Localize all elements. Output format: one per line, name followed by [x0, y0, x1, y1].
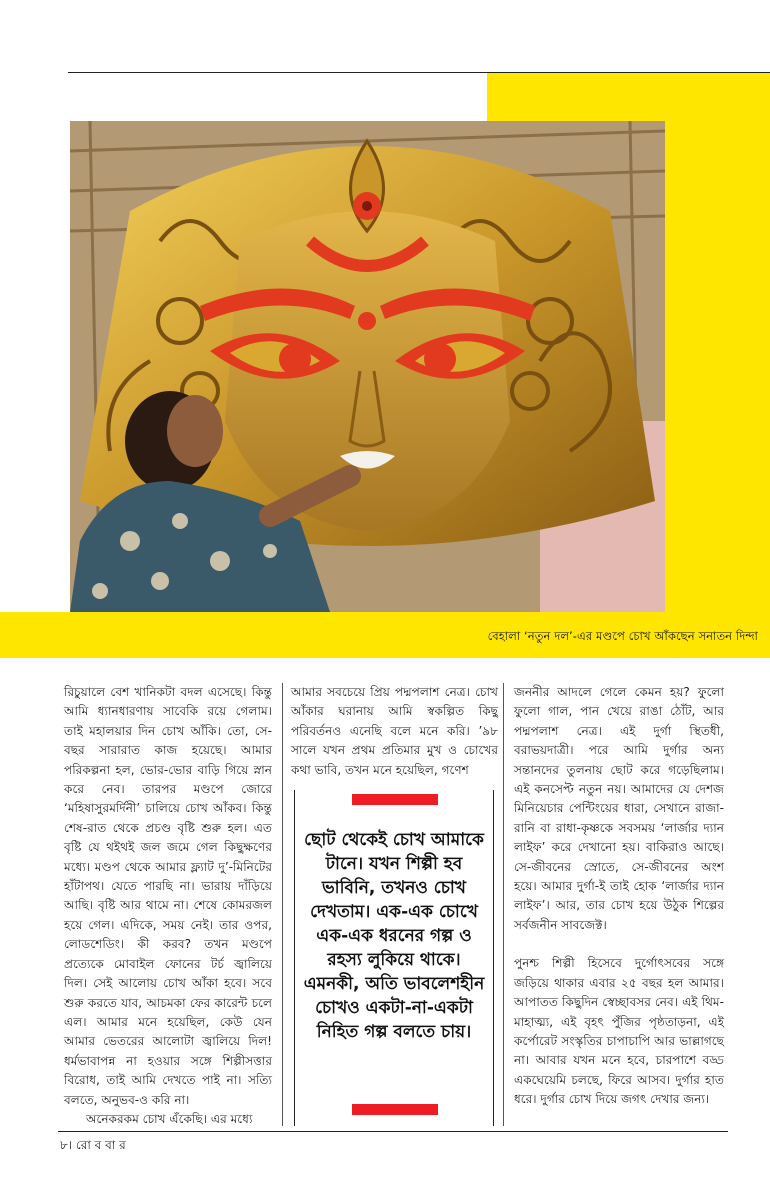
- article-paragraph: পুনশ্চ শিল্পী হিসেবে দুর্গোৎসবের সঙ্গে জড়িয়ে থাকার এবার ২৫ বছর হল আমার। আপাতত কিছুদিন স্বেচ্ছাবসর নেব। এই থিম-মাহাত্ম্য, এই বৃহৎ পুঁজির পৃষ্ঠতাড়না, এই কর্পোরেট সংস্কৃতির চাপাচাপি আর ভাল্লাগছে না। আবার যখন মনে হবে, চারপাশে বড্ড একঘেয়েমি চলছে, ফিরে আসব। দুর্গার হাত ধরে। দুর্গার চোখ দিয়ে জগৎ দেখার জন্য।: [514, 956, 724, 1107]
- yellow-accent-side: [665, 73, 770, 658]
- pull-quote-text: ছোট থেকেই চোখ আমাকে টানে। যখন শিল্পী হব ভাবিনি, তখনও চোখ দেখতাম। এক-এক চোখে এক-এক ধরনের গল্প ও রহস্য লুকিয়ে থাকে। এমনকী, অতি ভাবলেশহীন চোখও একটা-না-একটা নিহিত গল্প বলতে চায়।: [303, 830, 485, 1042]
- article-column-1: [64, 683, 272, 1129]
- pull-quote-accent-bar: [352, 1104, 438, 1115]
- column-divider: [503, 683, 504, 1126]
- article-column-3: [514, 683, 724, 1110]
- column-divider: [282, 683, 283, 1126]
- article-column-2: [291, 683, 498, 780]
- pull-quote-accent-bar: [352, 794, 438, 805]
- artist-painting-durga-eyes-photo: [70, 121, 665, 612]
- article-paragraph: জননীর আদলে গেলে কেমন হয়? ফুলো ফুলো গাল, পান খেয়ে রাঙা ঠোঁট, আর পদ্মপলাশ নেত্র। এই দুর্গা স্থিতধী, বরাভয়দাত্রী। পরে আমি দুর্গার অন্য সন্তানদের তুলনায় ছোট করে গড়েছিলাম। এই কনসেপ্ট নতুন নয়। আমাদের যে দেশজ মিনিয়েচার পেন্টিংয়ের ধারা, সেখানে রাজা-রানি বা রাধা-কৃষ্ণকে সবসময় ‘লার্জার দ্যান লাইফ’ করে দেখানো হয়। বাকিরাও আছে। সে-জীবনের স্রোতে, সে-জীবনের অংশ হয়ে। আমার দুর্গা-ই তাই হোক ‘লার্জার দ্যান লাইফ’। আর, তার চোখ হয়ে উঠুক শিল্পের সর্বজনীন সাবজেক্ট।: [514, 685, 724, 932]
- article-paragraph: অনেকরকম চোখ এঁকেছি। এর মধ্যে: [86, 1111, 253, 1126]
- footer-rule: [58, 1131, 728, 1132]
- photo-caption: বেহালা ‘নতুন দল’-এর মণ্ডপে চোখ আঁকছেন সনাতন দিন্দা: [487, 629, 758, 643]
- article-paragraph: আমার সবচেয়ে প্রিয় পদ্মপলাশ নেত্র। চোখ আঁকার ঘরানায় আমি স্বকল্পিত কিছু পরিবর্তনও এনেছি বলে মনে করি। ’৯৮ সালে যখন প্রথম প্রতিমার মুখ ও চোখের কথা ভাবি, তখন মনে হয়েছিল, গণেশ: [291, 685, 498, 777]
- page-folio: ৮। রো ব বা র: [60, 1138, 126, 1152]
- article-paragraph: রিচুয়ালে বেশ খানিকটা বদল এসেছে। কিন্তু আমি ধ্যানধারণায় সাবেকি রয়ে গেলাম। তাই মহালয়ার দিন চোখ আঁকি। তো, সে-বছর সারারাত কাজ হয়েছে। আমার পরিকল্পনা হল, ভোর-ভোর বাড়ি গিয়ে স্নান করে নেব। তারপর মণ্ডপে জোরে ‘মহিষাসুরমর্দিনী’ চালিয়ে চোখ আঁকব। কিন্তু শেষ-রাত থেকে প্রচণ্ড বৃষ্টি শুরু হল। এত বৃষ্টি যে থইথই জল জমে গেল কিছুক্ষণের মধ্যে। মণ্ডপ থেকে আমার ফ্ল্যাট দু’-মিনিটের হাঁটাপথ। যেতে পারছি না। ভারায় দাঁড়িয়ে আছি। বৃষ্টি আর থামে না। শেষে কোমরজল হয়ে গেল। এদিকে, সময় নেই। তার ওপর, লোডশেডিং। কী করব? তখন মণ্ডপে প্রত্যেকে মোবাইল ফোনের টর্চ জ্বালিয়ে দিল। সেই আলোয় চোখ আঁকা হবে। সবে শুরু করতে যাব, আচমকা ফের কারেন্ট চলে এল। আমার মনে হয়েছিল, কেউ যেন আমার ভেতরের আলোটা জ্বালিয়ে দিল! ধর্মভাবাপন্ন না হওয়ার সঙ্গে শিল্পীসত্তার বিরোধ, তাই আমি দেখতে পাই না। সত্যি বলতে, অনুভব-ও করি না।: [64, 685, 272, 1107]
- pull-quote-box: [294, 790, 494, 1126]
